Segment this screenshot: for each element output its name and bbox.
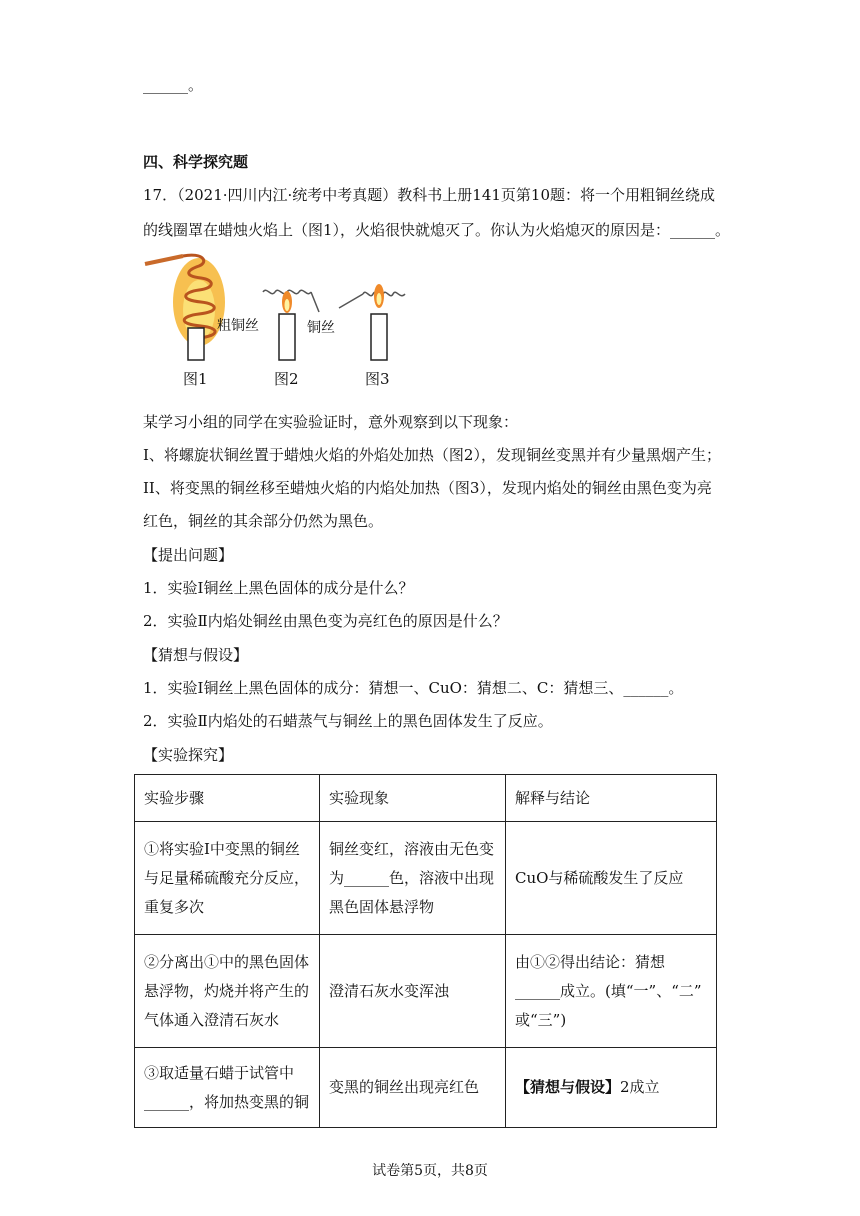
caption-figure-1: 图1 [183,370,208,388]
row3-conclusion: 【猜想与假设】2成立 [506,1048,717,1128]
experiment-table [134,774,717,1128]
guess-1: 1．实验I铜丝上黑色固体的成分：猜想一、CuO：猜想二、C：猜想三、______。 [143,679,684,697]
ask-header: 【提出问题】 [143,546,234,564]
figure-1-coil-candle [145,255,259,360]
row3-step: ③取适量石蜡于试管中 ______，将加热变黑的铜 [135,1048,320,1128]
row1-step: ①将实验I中变黑的铜丝 与足量稀硫酸充分反应， 重复多次 [135,822,320,935]
caption-figure-2: 图2 [274,370,299,388]
header-phenomenon: 实验现象 [320,775,506,822]
row1-phenomenon: 铜丝变红，溶液由无色变 为______色，溶液中出现 黑色固体悬浮物 [320,822,506,935]
row3-phenomenon: 变黑的铜丝出现亮红色 [320,1048,506,1128]
caption-figure-3: 图3 [365,370,390,388]
wire-label: 铜丝 [307,319,335,335]
figure-2-outer-flame [263,290,335,360]
intro-text: 某学习小组的同学在实验验证时，意外观察到以下现象： [143,413,519,431]
thick-wire-label: 粗铜丝 [217,317,259,333]
guess-2: 2．实验Ⅱ内焰处的石蜡蒸气与铜丝上的黑色固体发生了反应。 [143,712,553,730]
header-step: 实验步骤 [135,775,320,822]
table-row [135,935,717,1048]
observation-2-line-2: 红色，铜丝的其余部分仍然为黑色。 [143,512,384,530]
section-title: 四、科学探究题 [143,153,249,171]
question-line-2: 的线圈罩在蜡烛火焰上（图1），火焰很快就熄灭了。你认为火焰熄灭的原因是：______。 [143,221,731,239]
row2-step: ②分离出①中的黑色固体 悬浮物，灼烧并将产生的 气体通入澄清石灰水 [135,935,320,1048]
figure-3-inner-flame [339,284,405,360]
page-footer: 试卷第5页，共8页 [372,1163,488,1179]
question-line-1: 17．（2021·四川内江·统考中考真题）教科书上册141页第10题：将一个用粗铜丝绕成 [143,186,716,204]
ask-1: 1．实验I铜丝上黑色固体的成分是什么？ [143,579,414,597]
header-conclusion: 解释与结论 [506,775,717,822]
guess-header: 【猜想与假设】 [143,646,249,664]
table-row [135,1048,717,1128]
row1-conclusion: CuO与稀硫酸发生了反应 [506,822,717,935]
row2-phenomenon: 澄清石灰水变浑浊 [320,935,506,1048]
observation-2-line-1: II、将变黑的铜丝移至蜡烛火焰的内焰处加热（图3），发现内焰处的铜丝由黑色变为亮 [143,479,712,497]
observation-1: I、将螺旋状铜丝置于蜡烛火焰的外焰处加热（图2），发现铜丝变黑并有少量黑烟产生； [143,446,721,464]
answer-blank-line: ______。 [143,76,204,94]
ask-2: 2．实验Ⅱ内焰处铜丝由黑色变为亮红色的原因是什么？ [143,612,508,630]
explore-header: 【实验探究】 [143,746,234,764]
table-header-row [135,775,717,822]
row2-conclusion: 由①②得出结论：猜想 ______成立。(填“一”、“二” 或“三”) [506,935,717,1048]
candle-figure [143,252,433,392]
table-row [135,822,717,935]
